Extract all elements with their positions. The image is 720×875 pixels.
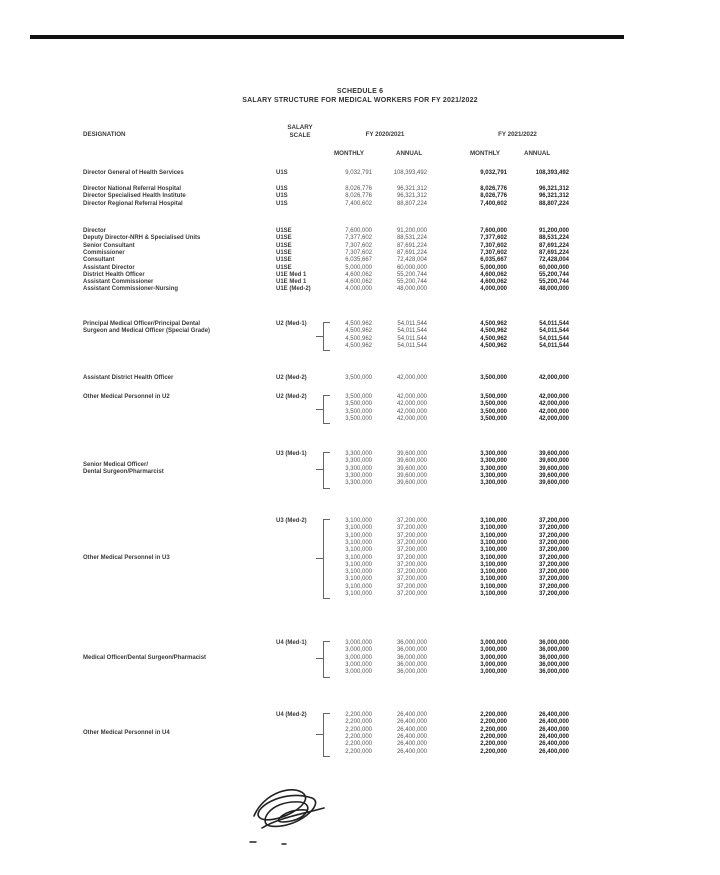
annual-2021-value: 88,531,224: [538, 235, 569, 242]
designation-label: Director: [83, 228, 107, 234]
annual-2021-value: 54,011,544: [539, 335, 569, 342]
salary-scale-label: U1SE: [276, 228, 292, 234]
monthly-2021-value: 3,500,000: [480, 394, 507, 400]
monthly-2021-value: 3,000,000: [480, 647, 507, 654]
annual-2020-value: 55,200,744: [396, 271, 427, 278]
annual-2020-value: 36,000,000: [396, 654, 427, 661]
designation-label: Director Regional Referral Hospital: [83, 200, 183, 207]
annual-2020-value: 96,321,312: [396, 193, 427, 200]
annual-2020-value: 42,000,000: [396, 408, 427, 415]
annual-2020-value: 88,807,224: [396, 200, 427, 207]
annual-2021-value: 37,200,000: [538, 591, 569, 597]
monthly-2020-value: 4,000,000: [345, 286, 372, 293]
monthly-2020-value: 3,300,000: [345, 480, 372, 487]
monthly-2020-value: 3,000,000: [345, 654, 372, 661]
annual-2020-value: 54,011,544: [397, 321, 427, 327]
annual-2020-value: 36,000,000: [396, 661, 427, 668]
annual-2021-value: 37,200,000: [538, 525, 569, 532]
monthly-2020-value: 2,200,000: [345, 748, 372, 755]
annual-2020-value: 39,600,000: [396, 465, 427, 472]
monthly-2020-value: 2,200,000: [345, 726, 372, 733]
monthly-2020-value: 4,500,962: [345, 321, 372, 327]
monthly-2020-value: 2,200,000: [345, 741, 372, 748]
group-bracket: [323, 519, 330, 599]
annual-2020-value: 48,000,000: [396, 286, 427, 293]
monthly-2020-value: 3,300,000: [345, 458, 372, 465]
monthly-2021-value: 7,307,602: [480, 249, 507, 256]
monthly-2021-value: 3,300,000: [480, 451, 507, 457]
annual-2021-value: 36,000,000: [538, 654, 569, 661]
schedule-title: SCHEDULE 6: [336, 88, 384, 95]
group-bracket-tick: [316, 469, 323, 470]
designation-label: Deputy Director-NRH & Specialised Units: [83, 235, 201, 242]
monthly-2021-value: 3,500,000: [480, 401, 507, 408]
designation-label: Consultant: [83, 257, 115, 264]
monthly-2021-value: 4,500,962: [480, 335, 507, 342]
salary-scale-label: U1S: [276, 200, 288, 207]
monthly-2021-value: 3,100,000: [480, 525, 507, 532]
monthly-2021-value: 3,100,000: [480, 576, 507, 583]
group-bracket: [323, 322, 330, 351]
annual-2021-value: 26,400,000: [538, 741, 569, 748]
monthly-2020-value: 3,100,000: [345, 539, 372, 546]
annual-2020-value: 37,200,000: [396, 554, 427, 561]
annual-2021-value: 42,000,000: [538, 375, 569, 381]
annual-2020-value: 37,200,000: [396, 583, 427, 590]
designation-label: Assistant Commissioner: [83, 279, 154, 286]
monthly-2021-value: 7,400,602: [480, 200, 507, 207]
annual-2021-value: 54,011,544: [539, 328, 569, 335]
salary-scale-label: U1E (Med-2): [276, 286, 311, 293]
monthly-2020-value: 6,035,667: [345, 257, 372, 264]
designation-label: Director National Referral Hospital: [83, 186, 182, 192]
monthly-2020-value: 3,100,000: [345, 591, 372, 597]
annual-2020-value: 37,200,000: [396, 561, 427, 568]
monthly-2021-value: 2,200,000: [480, 712, 507, 718]
annual-2020-value: 55,200,744: [396, 279, 427, 286]
monthly-2021-value: 3,100,000: [480, 539, 507, 546]
annual-2020-value: 37,200,000: [396, 547, 427, 554]
salary-scale-label: U1SE: [276, 257, 292, 264]
designation-label: Dental Surgeon/Pharmarcist: [83, 469, 164, 476]
annual-2020-value: 108,393,492: [393, 170, 427, 176]
annual-2021-value: 39,600,000: [538, 480, 569, 487]
annual-2021-value: 42,000,000: [538, 401, 569, 408]
annual-2021-value: 60,000,000: [538, 264, 569, 271]
annual-2020-value: 26,400,000: [396, 741, 427, 748]
annual-2021-value: 26,400,000: [538, 748, 569, 755]
annual-2020-value: 37,200,000: [396, 576, 427, 583]
annual-2020-value: 42,000,000: [396, 394, 427, 400]
annual-2021-value: 37,200,000: [538, 518, 569, 524]
salary-scale-label: U2 (Med-1): [276, 321, 307, 327]
salary-scale-label: U1S: [276, 193, 288, 200]
monthly-2021-value: 2,200,000: [480, 733, 507, 740]
annual-2020-value: 88,531,224: [396, 235, 427, 242]
group-bracket-tick: [316, 336, 323, 337]
annual-2021-value: 55,200,744: [538, 271, 569, 278]
group-bracket: [323, 452, 330, 489]
salary-scale-label: U1E Med 1: [276, 271, 307, 278]
monthly-2021-value: 4,600,062: [480, 279, 507, 286]
monthly-2020-value: 3,100,000: [345, 561, 372, 568]
monthly-2020-value: 3,100,000: [345, 576, 372, 583]
annual-2020-value: 96,321,312: [396, 186, 427, 192]
monthly-2020-value: 3,500,000: [345, 375, 372, 381]
annual-2020-value: 37,200,000: [396, 591, 427, 597]
annual-2021-value: 37,200,000: [538, 547, 569, 554]
annual-2021-value: 48,000,000: [538, 286, 569, 293]
designation-label: Director General of Health Services: [83, 170, 184, 176]
monthly-2021-value: 3,000,000: [480, 661, 507, 668]
monthly-2020-value: 3,100,000: [345, 554, 372, 561]
monthly-2020-value: 4,500,962: [345, 342, 372, 349]
annual-2020-value: 37,200,000: [396, 525, 427, 532]
annual-2021-value: 108,393,492: [535, 170, 569, 176]
monthly-2021-value: 3,300,000: [480, 465, 507, 472]
top-border-bar: [30, 35, 624, 39]
monthly-2021-value: 3,300,000: [480, 458, 507, 465]
salary-scale-label: U3 (Med-2): [276, 518, 307, 524]
monthly-2021-value: 3,100,000: [480, 518, 507, 524]
monthly-2021-value: 4,500,962: [480, 321, 507, 327]
group-bracket-tick: [316, 658, 323, 659]
monthly-2021-value: 7,307,602: [480, 242, 507, 249]
annual-2021-value: 37,200,000: [538, 554, 569, 561]
annual-2020-value: 54,011,544: [397, 342, 427, 349]
designation-label: Assistant District Health Officer: [83, 375, 174, 381]
designation-label: Surgeon and Medical Officer (Special Grade): [83, 328, 211, 335]
annual-2021-value: 42,000,000: [538, 408, 569, 415]
monthly-2021-value: 3,500,000: [480, 415, 507, 422]
monthly-2021-value: 3,100,000: [480, 547, 507, 554]
designation-label: Medical Officer/Dental Surgeon/Pharmacist: [83, 654, 207, 661]
annual-2020-value: 37,200,000: [396, 518, 427, 524]
monthly-2021-value: 8,026,776: [480, 193, 507, 200]
annual-2020-value: 60,000,000: [396, 264, 427, 271]
header-annual-2020: ANNUAL: [396, 150, 423, 157]
annual-2021-value: 36,000,000: [538, 640, 569, 646]
designation-label: District Health Officer: [83, 271, 145, 278]
annual-2021-value: 39,600,000: [538, 451, 569, 457]
monthly-2021-value: 3,100,000: [480, 532, 507, 539]
annual-2020-value: 37,200,000: [396, 539, 427, 546]
header-annual-2021: ANNUAL: [524, 150, 551, 157]
monthly-2020-value: 2,200,000: [345, 719, 372, 726]
annual-2020-value: 37,200,000: [396, 569, 427, 576]
annual-2020-value: 42,000,000: [396, 375, 427, 381]
annual-2021-value: 42,000,000: [538, 394, 569, 400]
monthly-2021-value: 3,100,000: [480, 569, 507, 576]
annual-2020-value: 39,600,000: [396, 458, 427, 465]
annual-2021-value: 96,321,312: [538, 186, 569, 192]
monthly-2021-value: 2,200,000: [480, 741, 507, 748]
annual-2021-value: 36,000,000: [538, 661, 569, 668]
salary-scale-label: U1SE: [276, 264, 292, 271]
monthly-2021-value: 3,100,000: [480, 591, 507, 597]
annual-2021-value: 88,807,224: [538, 200, 569, 207]
designation-label: Senior Consultant: [83, 242, 135, 249]
monthly-2020-value: 3,100,000: [345, 569, 372, 576]
annual-2020-value: 91,200,000: [396, 228, 427, 234]
monthly-2021-value: 4,000,000: [480, 286, 507, 293]
annual-2021-value: 55,200,744: [538, 279, 569, 286]
monthly-2021-value: 4,600,062: [480, 271, 507, 278]
monthly-2021-value: 3,300,000: [480, 480, 507, 487]
monthly-2021-value: 7,377,602: [480, 235, 507, 242]
monthly-2020-value: 3,000,000: [345, 640, 372, 646]
designation-label: Other Medical Personnel in U3: [83, 554, 170, 561]
header-salary-scale: SALARY SCALE: [287, 124, 313, 139]
group-bracket-tick: [316, 734, 323, 735]
annual-2020-value: 36,000,000: [396, 640, 427, 646]
monthly-2020-value: 4,500,962: [345, 335, 372, 342]
designation-label: Director Specialised Health Institute: [83, 193, 186, 200]
monthly-2020-value: 8,026,776: [345, 193, 372, 200]
monthly-2020-value: 3,100,000: [345, 547, 372, 554]
annual-2020-value: 39,600,000: [396, 480, 427, 487]
annual-2020-value: 42,000,000: [396, 401, 427, 408]
designation-label: Principal Medical Officer/Principal Dental: [83, 321, 201, 327]
annual-2021-value: 42,000,000: [538, 415, 569, 422]
annual-2021-value: 37,200,000: [538, 583, 569, 590]
designation-label: Other Medical Personnel in U2: [83, 394, 170, 400]
annual-2021-value: 26,400,000: [538, 733, 569, 740]
designation-label: Senior Medical Officer/: [83, 461, 149, 468]
monthly-2021-value: 3,500,000: [480, 375, 507, 381]
annual-2021-value: 54,011,544: [539, 321, 569, 327]
annual-2021-value: 39,600,000: [538, 458, 569, 465]
monthly-2020-value: 3,000,000: [345, 647, 372, 654]
annual-2020-value: 26,400,000: [396, 712, 427, 718]
annual-2021-value: 26,400,000: [538, 712, 569, 718]
salary-scale-label: U2 (Med-2): [276, 394, 307, 400]
group-bracket: [323, 395, 330, 424]
monthly-2020-value: 3,500,000: [345, 415, 372, 422]
monthly-2020-value: 2,200,000: [345, 733, 372, 740]
annual-2020-value: 26,400,000: [396, 719, 427, 726]
monthly-2020-value: 7,400,602: [345, 200, 372, 207]
annual-2021-value: 54,011,544: [539, 342, 569, 349]
annual-2020-value: 72,428,004: [396, 257, 427, 264]
annual-2021-value: 37,200,000: [538, 576, 569, 583]
designation-label: Assistant Director: [83, 264, 135, 271]
group-bracket-tick: [316, 558, 323, 559]
annual-2021-value: 26,400,000: [538, 726, 569, 733]
monthly-2021-value: 9,032,791: [480, 170, 507, 176]
annual-2021-value: 37,200,000: [538, 569, 569, 576]
monthly-2021-value: 3,300,000: [480, 472, 507, 479]
salary-scale-label: U2 (Med-2): [276, 375, 307, 381]
designation-label: Other Medical Personnel in U4: [83, 730, 170, 737]
annual-2021-value: 37,200,000: [538, 561, 569, 568]
monthly-2020-value: 7,307,602: [345, 242, 372, 249]
monthly-2020-value: 2,200,000: [345, 712, 372, 718]
monthly-2020-value: 3,100,000: [345, 583, 372, 590]
monthly-2021-value: 3,100,000: [480, 583, 507, 590]
monthly-2020-value: 4,600,062: [345, 271, 372, 278]
annual-2021-value: 37,200,000: [538, 532, 569, 539]
monthly-2021-value: 2,200,000: [480, 719, 507, 726]
designation-label: Assistant Commissioner-Nursing: [83, 286, 179, 293]
header-monthly-2020: MONTHLY: [334, 150, 365, 157]
monthly-2021-value: 6,035,667: [480, 257, 507, 264]
monthly-2021-value: 3,500,000: [480, 408, 507, 415]
monthly-2020-value: 4,600,062: [345, 279, 372, 286]
annual-2021-value: 91,200,000: [538, 228, 569, 234]
annual-2021-value: 39,600,000: [538, 465, 569, 472]
annual-2020-value: 26,400,000: [396, 748, 427, 755]
annual-2020-value: 36,000,000: [396, 669, 427, 676]
monthly-2020-value: 3,300,000: [345, 451, 372, 457]
header-fy-2020-2021: FY 2020/2021: [365, 131, 405, 138]
salary-scale-label: U1SE: [276, 235, 292, 242]
monthly-2021-value: 3,100,000: [480, 554, 507, 561]
annual-2021-value: 39,600,000: [538, 472, 569, 479]
annual-2020-value: 39,600,000: [396, 451, 427, 457]
salary-scale-label: U1S: [276, 170, 288, 176]
monthly-2020-value: 3,000,000: [345, 669, 372, 676]
monthly-2021-value: 3,000,000: [480, 669, 507, 676]
salary-scale-label: U1SE: [276, 249, 292, 256]
annual-2021-value: 96,321,312: [538, 193, 569, 200]
monthly-2020-value: 5,000,000: [345, 264, 372, 271]
monthly-2021-value: 7,600,000: [480, 228, 507, 234]
monthly-2020-value: 7,377,602: [345, 235, 372, 242]
signature-icon: [242, 778, 332, 848]
annual-2020-value: 54,011,544: [397, 335, 427, 342]
monthly-2020-value: 3,000,000: [345, 661, 372, 668]
monthly-2020-value: 7,307,602: [345, 249, 372, 256]
annual-2021-value: 36,000,000: [538, 647, 569, 654]
salary-scale-label: U1SE: [276, 242, 292, 249]
annual-2021-value: 87,691,224: [538, 249, 569, 256]
annual-2021-value: 26,400,000: [538, 719, 569, 726]
annual-2020-value: 87,691,224: [396, 249, 427, 256]
salary-scale-label: U4 (Med-2): [276, 712, 307, 718]
annual-2021-value: 72,428,004: [538, 257, 569, 264]
group-bracket: [323, 641, 330, 678]
monthly-2021-value: 3,100,000: [480, 561, 507, 568]
annual-2020-value: 54,011,544: [397, 328, 427, 335]
annual-2021-value: 36,000,000: [538, 669, 569, 676]
designation-label: Commissioner: [83, 249, 125, 256]
annual-2021-value: 87,691,224: [538, 242, 569, 249]
monthly-2020-value: 3,100,000: [345, 518, 372, 524]
monthly-2021-value: 3,000,000: [480, 654, 507, 661]
salary-scale-label: U4 (Med-1): [276, 640, 307, 646]
header-designation: DESIGNATION: [83, 131, 126, 138]
monthly-2021-value: 4,500,962: [480, 342, 507, 349]
annual-2021-value: 37,200,000: [538, 539, 569, 546]
annual-2020-value: 36,000,000: [396, 647, 427, 654]
monthly-2020-value: 3,100,000: [345, 525, 372, 532]
monthly-2020-value: 4,500,962: [345, 328, 372, 335]
salary-scale-label: U1S: [276, 186, 288, 192]
monthly-2021-value: 8,026,776: [480, 186, 507, 192]
annual-2020-value: 87,691,224: [396, 242, 427, 249]
annual-2020-value: 39,600,000: [396, 472, 427, 479]
header-fy-2021-2022: FY 2021/2022: [498, 131, 537, 138]
monthly-2020-value: 7,600,000: [345, 228, 372, 234]
salary-scale-label: U3 (Med-1): [276, 451, 307, 457]
monthly-2020-value: 3,500,000: [345, 408, 372, 415]
salary-scale-label: U1E Med 1: [276, 279, 307, 286]
annual-2020-value: 26,400,000: [396, 726, 427, 733]
monthly-2020-value: 9,032,791: [345, 170, 372, 176]
document-subtitle: SALARY STRUCTURE FOR MEDICAL WORKERS FOR FY 2021/2022: [242, 97, 478, 104]
monthly-2020-value: 3,500,000: [345, 394, 372, 400]
monthly-2020-value: 3,500,000: [345, 401, 372, 408]
header-monthly-2021: MONTHLY: [470, 150, 501, 157]
monthly-2021-value: 4,500,962: [480, 328, 507, 335]
monthly-2021-value: 2,200,000: [480, 726, 507, 733]
monthly-2020-value: 3,300,000: [345, 472, 372, 479]
group-bracket-tick: [316, 409, 323, 410]
monthly-2021-value: 5,000,000: [480, 264, 507, 271]
monthly-2020-value: 3,100,000: [345, 532, 372, 539]
monthly-2020-value: 8,026,776: [345, 186, 372, 192]
monthly-2021-value: 3,000,000: [480, 640, 507, 646]
annual-2020-value: 37,200,000: [396, 532, 427, 539]
monthly-2020-value: 3,300,000: [345, 465, 372, 472]
monthly-2021-value: 2,200,000: [480, 748, 507, 755]
annual-2020-value: 42,000,000: [396, 415, 427, 422]
annual-2020-value: 26,400,000: [396, 733, 427, 740]
group-bracket: [323, 713, 330, 757]
